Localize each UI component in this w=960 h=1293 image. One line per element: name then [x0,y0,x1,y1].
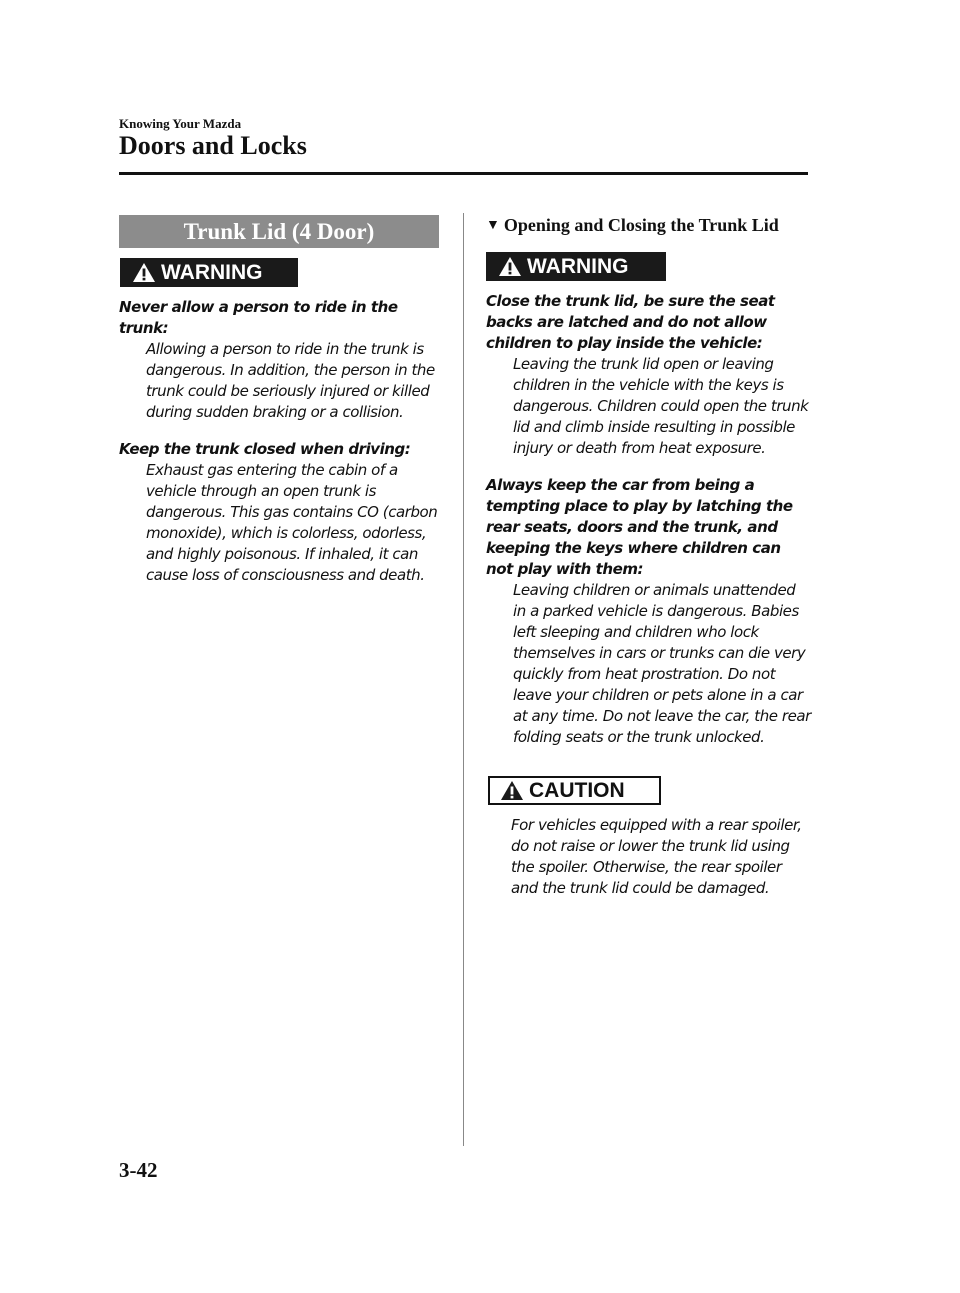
chapter-label: Knowing Your Mazda [119,116,242,131]
warning-label: WARNING [161,260,263,284]
warning-lead: Never allow a person to ride in the trunk: [119,298,398,337]
warning-item [119,297,439,423]
warning-body: Leaving the trunk lid open or leaving children in the vehicle with the keys is dangerous. Children could open the trunk lid and climb inside resulting in possible injury or death from heat exposure. [513,355,809,457]
warning-body: Exhaust gas entering the cabin of a vehicle through an open trunk is dangerous. This gas contains CO (carbon monoxide), which is colorless, odorless, and highly poisonous. If inhaled, it can cause loss of consciousness and death. [146,461,438,584]
left-column [119,215,439,586]
warning-lead: Keep the trunk closed when driving: [119,440,411,458]
warning-badge [120,258,298,287]
warning-item [486,475,811,748]
warning-triangle-icon [132,262,156,283]
caution-badge [488,776,661,805]
caution-label: CAUTION [529,778,625,802]
warning-body: Allowing a person to ride in the trunk is dangerous. In addition, the person in the trunk could be seriously injured or killed during sudden braking or a collision. [146,340,435,421]
triangle-marker-icon: ▼ [486,217,500,233]
section-title: Doors and Locks [119,131,307,160]
warning-item [119,439,439,586]
page-number: 3-42 [119,1158,158,1182]
right-column [486,211,811,899]
warning-label: WARNING [527,254,629,278]
warning-lead: Always keep the car from being a tempting place to play by latching the rear seats, doors and the trunk, and keeping the keys where children can not play with them: [486,476,793,578]
warning-triangle-icon [500,780,524,801]
column-divider [463,213,464,1146]
warning-triangle-icon [498,256,522,277]
subheading-text: Opening and Closing the Trunk Lid [503,215,779,235]
warning-badge [486,252,666,281]
trunk-lid-banner: Trunk Lid (4 Door) [119,215,439,248]
caution-body: For vehicles equipped with a rear spoiler, do not raise or lower the trunk lid using the spoiler. Otherwise, the rear spoiler and the trunk lid could be damaged. [511,816,802,897]
warning-lead: Close the trunk lid, be sure the seat backs are latched and do not allow children to play inside the vehicle: [486,292,775,352]
warning-body: Leaving children or animals unattended in a parked vehicle is dangerous. Babies left sleeping and children who lock themselves in cars or trunks can die very quickly from heat prostration. Do not leave your children or pets alone in a car at any time. Do not leave the car, the rear folding seats or the trunk unlocked. [513,581,811,746]
warning-item [486,291,811,459]
header-rule [119,172,808,175]
subheading [486,211,811,240]
